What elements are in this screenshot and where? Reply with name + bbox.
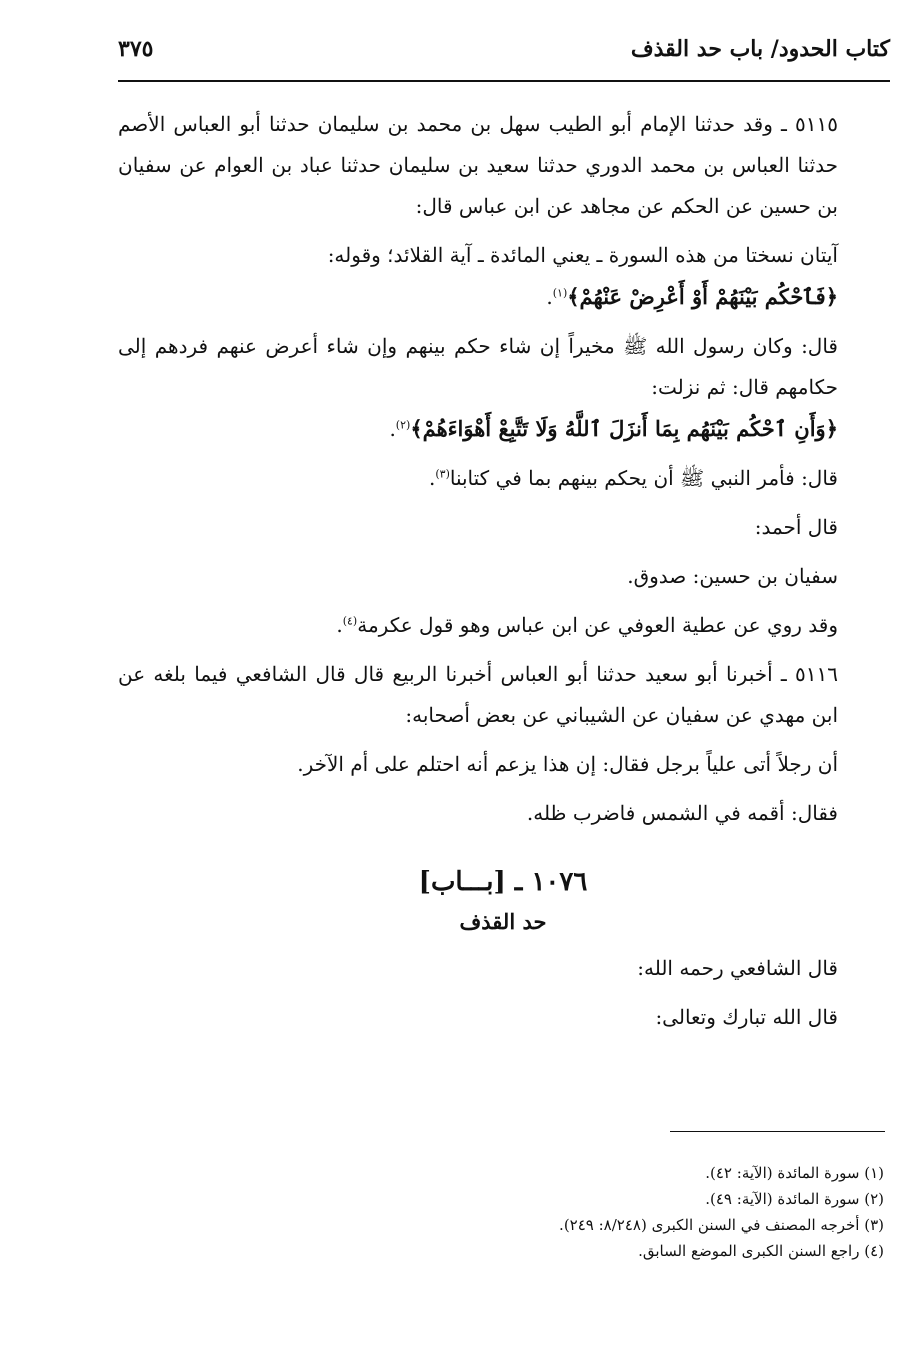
footnote: (٢) سورة المائدة (الآية: ٤٩). bbox=[705, 1190, 884, 1208]
text-paragraph: قال الشافعي رحمه الله: bbox=[637, 956, 838, 980]
text-paragraph: آيتان نسختا من هذه السورة ـ يعني المائدة ـ آية القلائد؛ وقوله: bbox=[327, 243, 838, 267]
hadith-5115: ٥١١٥ ـ وقد حدثنا الإمام أبو الطيب سهل بن محمد بن سليمان حدثنا أبو العباس الأصم حدثنا العباس بن محمد الدوري حدثنا سعيد بن سليمان حدثنا عباد بن العوام عن سفيان بن حسين عن الحكم عن مجاهد عن ابن عباس قال: bbox=[118, 112, 838, 218]
quran-verse: ﴿فَٱحْكُم بَيْنَهُمْ أَوْ أَعْرِضْ عَنْهُمْ﴾$^{(١)}$. bbox=[546, 284, 838, 309]
chapter-heading bbox=[118, 860, 888, 940]
footnote: (٣) أخرجه المصنف في السنن الكبرى (٨/٢٤٨: ٢٤٩). bbox=[559, 1216, 884, 1234]
quran-verse: ﴿وَأَنِ ٱحْكُم بَيْنَهُم بِمَا أَنزَلَ ٱللَّهُ وَلَا تَتَّبِعْ أَهْوَاءَهُمْ﴾$^{(٢)}$. bbox=[389, 416, 838, 441]
text-paragraph: أن رجلاً أتى علياً برجل فقال: إن هذا يزعم أنه احتلم على أم الآخر. bbox=[297, 752, 838, 776]
header-rule bbox=[118, 80, 890, 82]
footnote-ref: (٢) bbox=[395, 418, 411, 432]
main-text bbox=[118, 104, 888, 1038]
footnote-separator bbox=[670, 1131, 885, 1132]
footnote-ref: (١) bbox=[552, 286, 568, 300]
footnote-ref: (٤) bbox=[342, 614, 358, 628]
paragraph-text: وقد روي عن عطية العوفي عن ابن عباس وهو قول عكرمة bbox=[357, 613, 838, 637]
running-title: كتاب الحدود/ باب حد القذف bbox=[630, 36, 890, 62]
chapter-title: حد القذف bbox=[459, 909, 547, 934]
footnote: (١) سورة المائدة (الآية: ٤٢). bbox=[705, 1164, 884, 1182]
text-paragraph: قال أحمد: bbox=[754, 515, 838, 539]
text-paragraph: قال: وكان رسول الله ﷺ مخيراً إن شاء حكم بينهم وإن شاء أعرض عنهم فردهم إلى حكامهم قال: ثم نزلت: bbox=[118, 334, 838, 399]
chapter-number: ١٠٧٦ ـ [بـــاب] bbox=[418, 867, 588, 897]
text-paragraph: سفيان بن حسين: صدوق. bbox=[627, 564, 838, 588]
verse-text: ﴿فَٱحْكُم بَيْنَهُمْ أَوْ أَعْرِضْ عَنْهُمْ﴾ bbox=[567, 284, 838, 309]
footnotes bbox=[184, 1160, 884, 1264]
footnote-ref: (٣) bbox=[435, 467, 450, 481]
page-header bbox=[118, 34, 890, 74]
page-number: ٣٧٥ bbox=[118, 36, 154, 62]
hadith-5116: ٥١١٦ ـ أخبرنا أبو سعيد حدثنا أبو العباس أخبرنا الربيع قال قال الشافعي فيما بلغه عن ابن مهدي عن سفيان عن الشيباني عن بعض أصحابه: bbox=[118, 662, 838, 727]
text-paragraph: وقد روي عن عطية العوفي عن ابن عباس وهو قول عكرمة$^{(٤)}$. bbox=[336, 613, 838, 637]
text-paragraph: قال: فأمر النبي ﷺ أن يحكم بينهم بما في كتابنا$^{(٣)}$. bbox=[428, 466, 838, 490]
footnote: (٤) راجع السنن الكبرى الموضع السابق. bbox=[638, 1242, 884, 1260]
verse-text: ﴿وَأَنِ ٱحْكُم بَيْنَهُم بِمَا أَنزَلَ ٱللَّهُ وَلَا تَتَّبِعْ أَهْوَاءَهُمْ﴾ bbox=[410, 416, 838, 441]
paragraph-text: قال: فأمر النبي ﷺ أن يحكم بينهم بما في كتابنا bbox=[449, 466, 838, 490]
text-paragraph: قال الله تبارك وتعالى: bbox=[655, 1005, 838, 1029]
text-paragraph: فقال: أقمه في الشمس فاضرب ظله. bbox=[526, 801, 838, 825]
